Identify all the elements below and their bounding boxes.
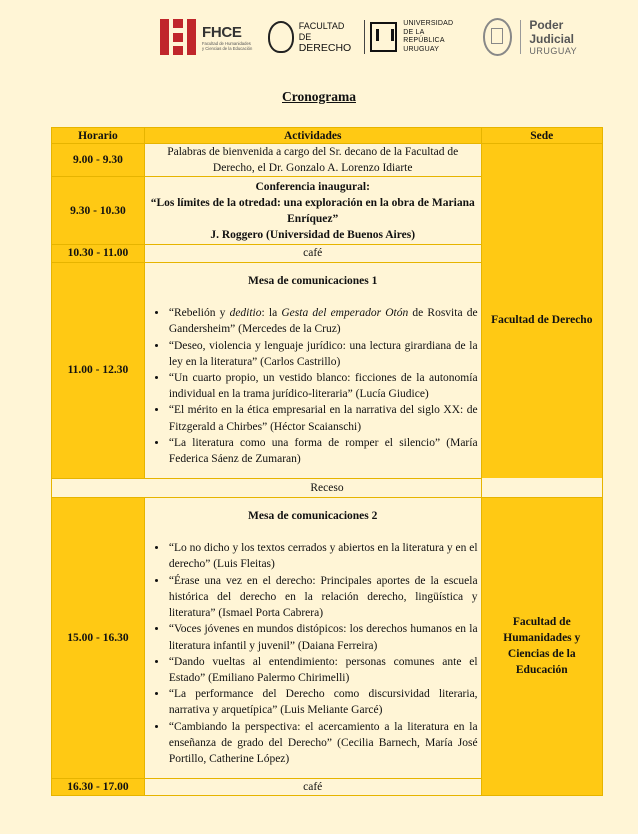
derecho-line1: FACULTAD DE [298,20,345,42]
list-item: • “La performance del Derecho como discursividad literaria, narrativa y arquetípica” (Luis Meliante Garcé) [168,686,478,718]
table-row [52,144,603,177]
activity-cell [144,262,481,478]
activity-cell: café [144,778,481,795]
time-cell: 15.00 - 16.30 [52,497,145,778]
list-item: • “La literatura como una forma de romper el silencio” (María Federica Sáenz de Zumaran) [168,435,478,467]
time-cell: 11.00 - 12.30 [52,262,145,478]
list-item: • “Rebelión y deditio: la Gesta del emperador Otón de Rosvita de Gandersheim” (Mercedes de la Cruz) [168,305,478,337]
list-item: • “Dando vueltas al entendimiento: personas comunes ante el Estado” (Emiliano Palermo Chirimelli) [168,654,478,686]
fhce-name: FHCE [202,23,242,41]
derecho-logo [268,21,359,54]
recess-cell: Receso [52,478,603,497]
fhce-logo [160,19,254,55]
conference-title: “Los límites de la otredad: una exploración en la obra de Mariana Enríquez” [150,196,475,225]
poder-judicial-logo [467,18,610,56]
talk-list [148,540,478,767]
conference-label: Conferencia inaugural: [255,180,370,193]
list-item: • “Voces jóvenes en mundos distópicos: los derechos humanos en la literatura infantil y juvenil” (Daiana Ferreira) [168,621,478,653]
conference-speaker: J. Roggero (Universidad de Buenos Aires) [210,229,416,242]
time-cell: 9.30 - 10.30 [52,177,145,245]
list-item: • “Lo no dicho y los textos cerrados y abiertos en la literatura y en el derecho” (Luis Fleitas) [168,540,478,572]
fhce-subtitle: Facultad de Humanidades y Ciencias de la Educación [202,40,253,51]
udelar-building-icon [370,22,398,52]
derecho-line2: DERECHO [298,41,352,54]
poder-judicial-seal-icon [483,18,513,56]
poder-judicial-subtitle: URUGUAY [529,46,578,56]
logo-divider [364,20,365,54]
venue-cell: Facultad de Derecho [481,144,602,498]
activity-cell [144,497,481,778]
column-header-horario: Horario [52,128,145,144]
column-header-actividades: Actividades [144,128,481,144]
schedule-table [51,127,603,796]
list-item: • “Un cuarto propio, un vestido blanco: ficciones de la autonomía individual en la trama jurídico-literaria” (Lucía Giudice) [168,370,478,402]
udelar-line1: UNIVERSIDAD [403,20,454,27]
poder-judicial-title: Poder Judicial [529,18,575,46]
udelar-line2: DE LA REPÚBLICA [403,28,445,44]
derecho-seal-icon [268,21,294,53]
talk-list [148,305,478,467]
activity-cell: café [144,245,481,262]
column-header-sede: Sede [481,128,602,144]
header-logos [160,14,610,60]
time-cell: 10.30 - 11.00 [52,245,145,262]
activity-cell: Palabras de bienvenida a cargo del Sr. decano de la Facultad de Derecho, el Dr. Gonzalo A. Lorenzo Idiarte [144,144,481,177]
table-header-row [52,128,603,144]
list-item: • “Deseo, violencia y lenguaje jurídico: una lectura girardiana de la ley en la literatura” (Carlos Castrillo) [168,338,478,370]
panel-title: Mesa de comunicaciones 2 [248,510,378,523]
udelar-line3: URUGUAY [403,45,440,53]
list-item: • “Érase una vez en el derecho: Principales aportes de la escuela histórica del derecho en la relación derecho, lingüística y literatura” (Ismael Porta Cabrera) [168,573,478,622]
table-row [52,497,603,778]
list-item: • “El mérito en la ética empresarial en la narrativa del siglo XX: de Fitzgerald a Chirbes” (Héctor Scaianschi) [168,402,478,434]
venue-cell: Facultad de Humanidades y Ciencias de la Educación [481,497,602,795]
activity-cell [144,177,481,245]
table-row [52,478,603,497]
panel-title: Mesa de comunicaciones 1 [248,274,378,287]
udelar-logo [370,20,467,54]
fhce-logo-mark [160,19,196,55]
logo-divider [520,20,521,54]
time-cell: 9.00 - 9.30 [52,144,145,177]
page-title: Cronograma [282,89,356,104]
time-cell: 16.30 - 17.00 [52,778,145,795]
list-item: • “Cambiando la perspectiva: el acercamiento a la literatura en la enseñanza de grado del Derecho” (Cecilia Barnech, María José Portillo, Catherine López) [168,719,478,768]
